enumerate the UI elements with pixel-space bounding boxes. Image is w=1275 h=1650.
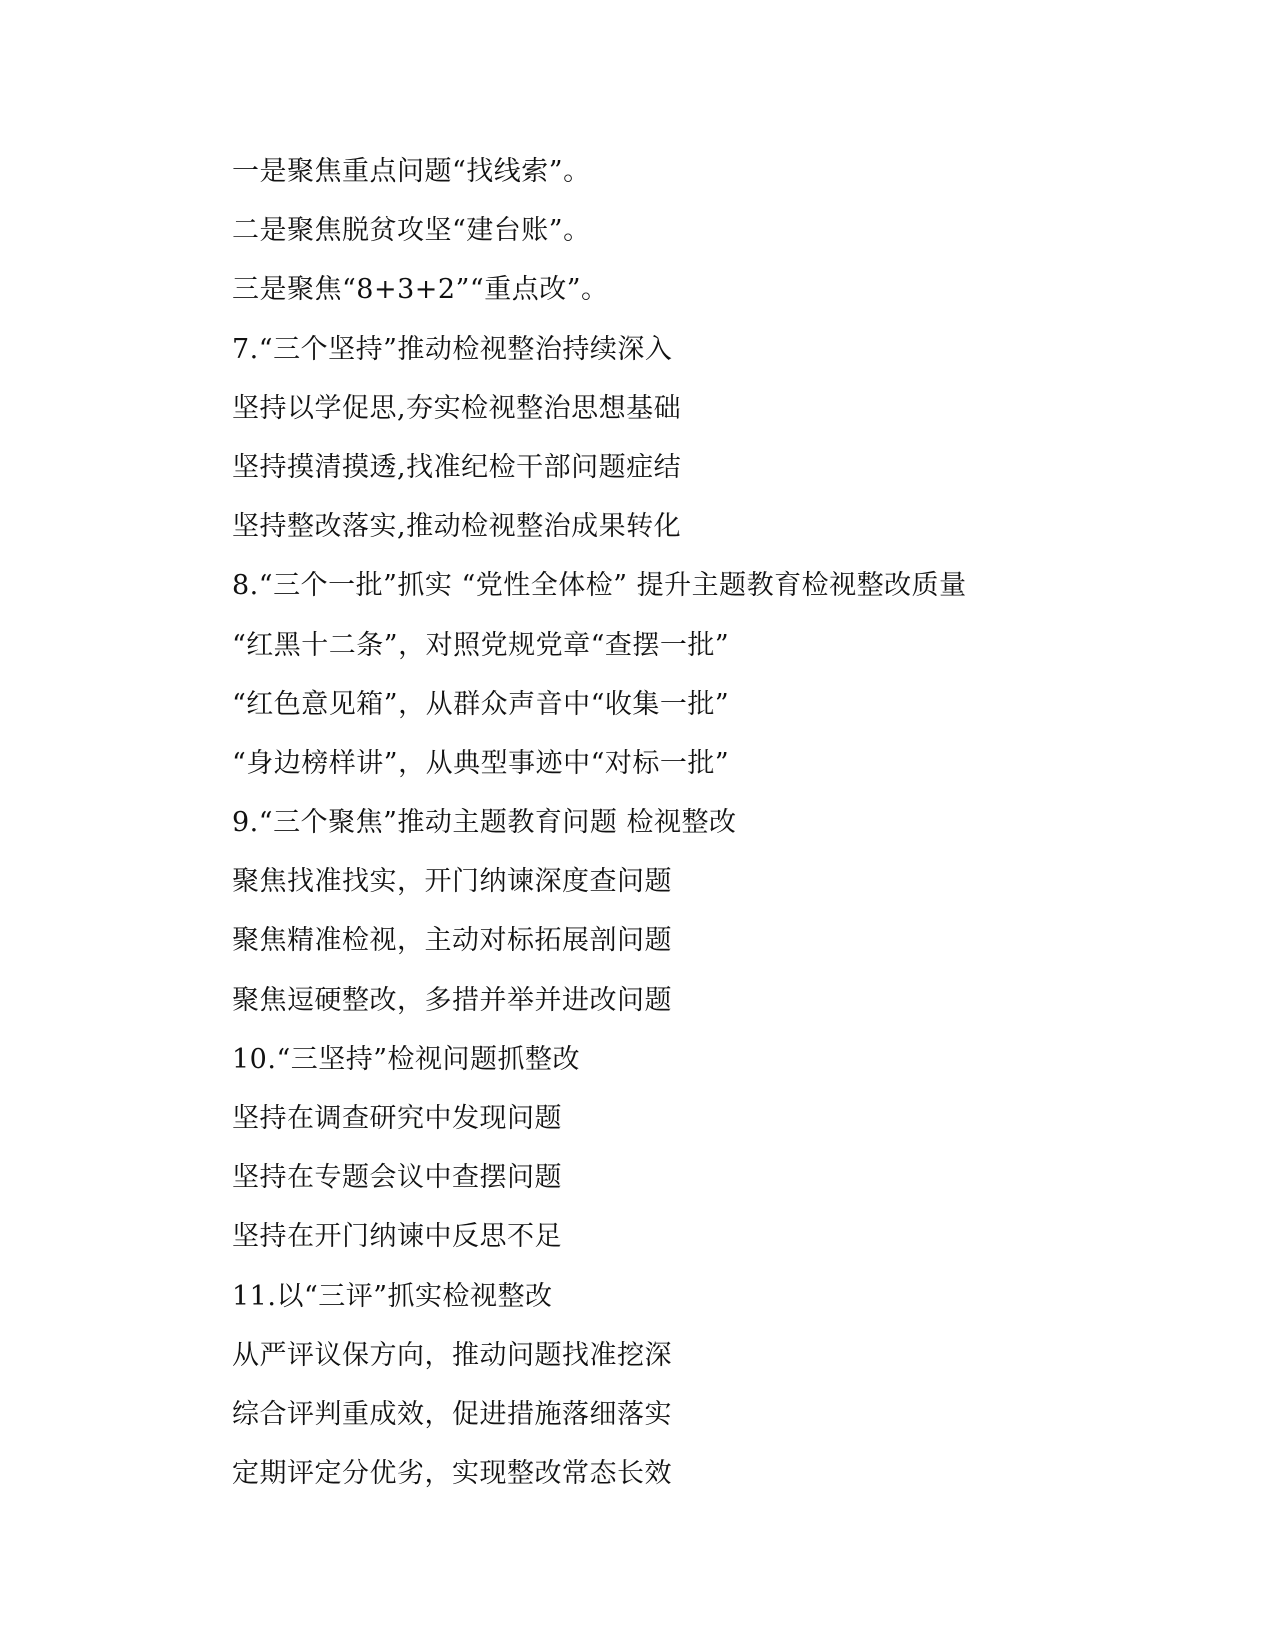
text-line: 从严评议保方向，推动问题找准挖深 [232, 1339, 672, 1371]
text-line: 二是聚焦脱贫攻坚“建台账”。 [232, 215, 591, 247]
text-line: “红黑十二条”，对照党规党章“查摆一批” [232, 629, 730, 661]
text-line: 坚持整改落实,推动检视整治成果转化 [232, 511, 682, 543]
section-heading: 8.“三个一批”抓实 “党性全体检” 提升主题教育检视整改质量 [232, 570, 967, 602]
text-line: “身边榜样讲”，从典型事迹中“对标一批” [232, 747, 730, 779]
text-line: 一是聚焦重点问题“找线索”。 [232, 156, 591, 187]
document-body [232, 142, 1212, 1503]
text-line: 坚持在开门纳谏中反思不足 [232, 1221, 562, 1253]
text-line: 坚持在调查研究中发现问题 [232, 1103, 562, 1134]
text-line: 聚焦精准检视，主动对标拓展剖问题 [232, 925, 672, 957]
text-line: 三是聚焦“8+3+2”“重点改”。 [232, 274, 609, 306]
text-line: 综合评判重成效，促进措施落细落实 [232, 1398, 672, 1430]
text-line: 坚持在专题会议中查摆问题 [232, 1162, 562, 1194]
section-heading: 7.“三个坚持”推动检视整治持续深入 [232, 333, 673, 365]
text-line: 聚焦逗硬整改，多措并举并进改问题 [232, 984, 672, 1016]
text-line: “红色意见箱”，从群众声音中“收集一批” [232, 688, 730, 720]
text-line: 坚持以学促思,夯实检视整治思想基础 [232, 392, 682, 424]
text-line: 聚焦找准找实，开门纳谏深度查问题 [232, 866, 672, 898]
section-heading: 9.“三个聚焦”推动主题教育问题 检视整改 [232, 807, 737, 839]
text-line: 定期评定分优劣，实现整改常态长效 [232, 1458, 672, 1490]
section-heading: 10.“三坚持”检视问题抓整改 [232, 1043, 581, 1075]
section-heading: 11.以“三评”抓实检视整改 [232, 1280, 553, 1312]
text-line: 坚持摸清摸透,找准纪检干部问题症结 [232, 451, 682, 483]
